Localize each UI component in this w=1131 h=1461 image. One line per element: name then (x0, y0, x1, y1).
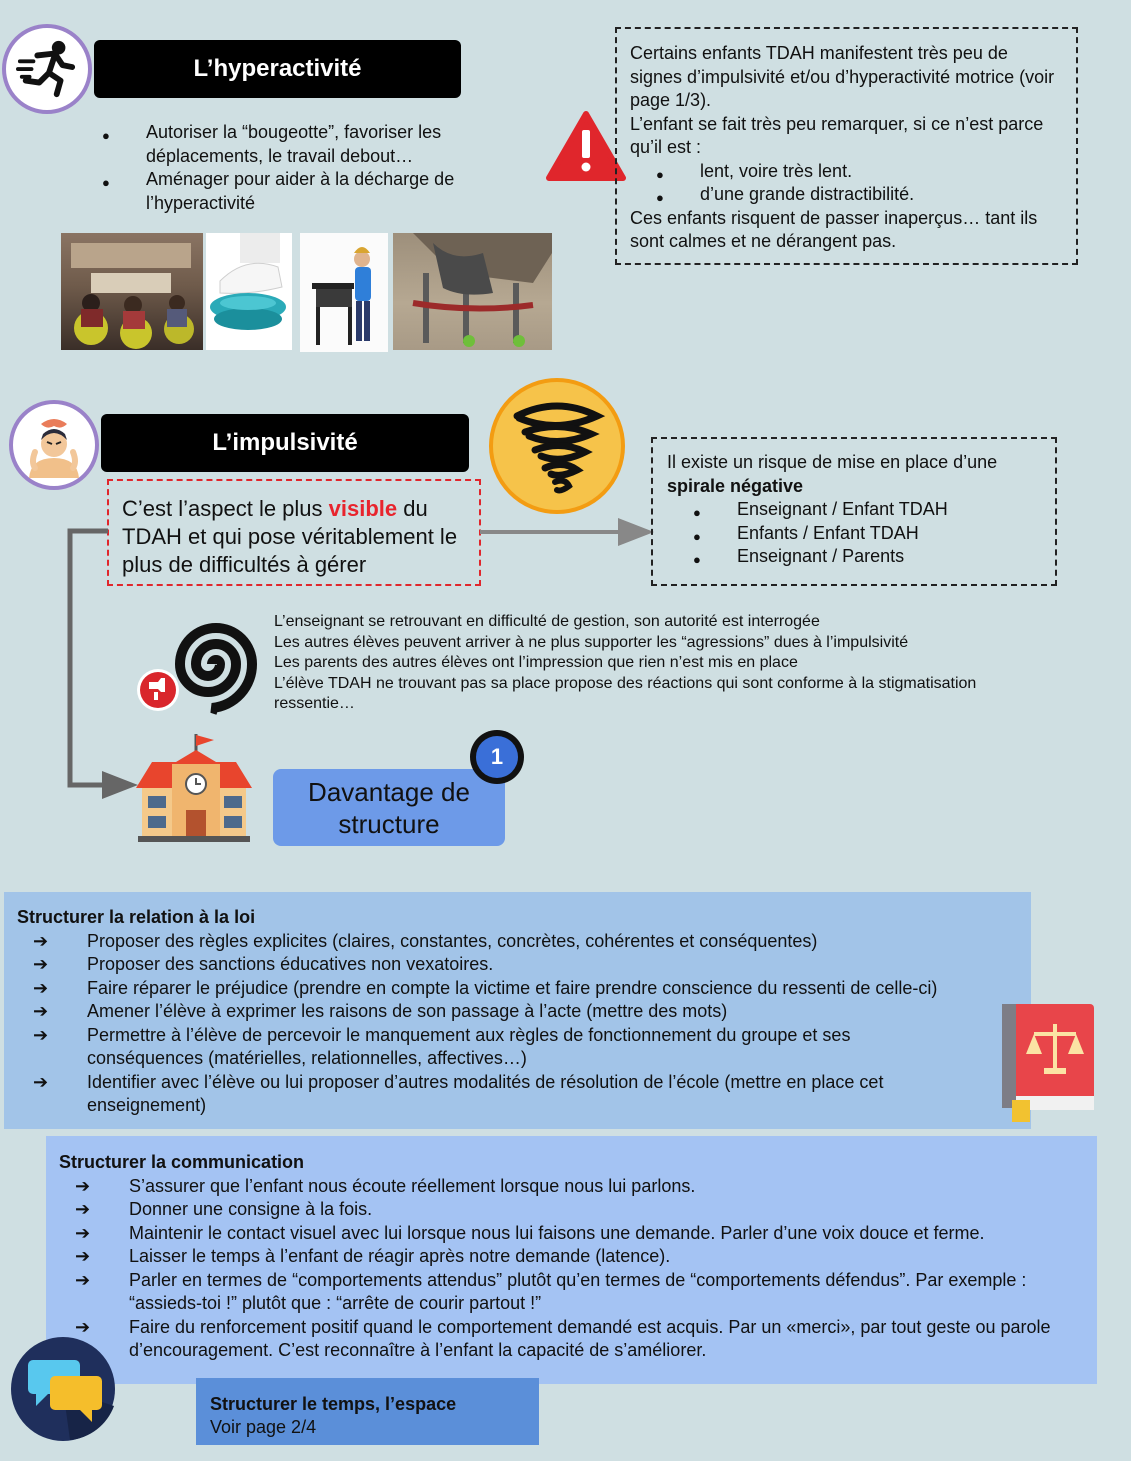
temps-title: Structurer le temps, l’espace (210, 1394, 457, 1414)
consequence-line: Les parents des autres élèves ont l’impression que rien n’est mis en place (274, 654, 798, 671)
number-badge (470, 730, 524, 784)
list-item: ➔ S’assurer que l’enfant nous écoute réellement lorsque nous lui parlons. (59, 1175, 1083, 1199)
warning-line2: L’enfant se fait très peu remarquer, si ce n’est parce qu’il est : (630, 113, 1044, 157)
consequence-line: L’enseignant se retrouvant en difficulté de gestion, son autorité est interrogée (274, 613, 820, 630)
running-person-icon (2, 24, 92, 114)
spiral-icon (132, 610, 264, 718)
list-item: ➔ Permettre à l’élève de percevoir le manquement aux règles de fonctionnement du groupe et ses conséquences (matérielles, relationnelles, affectives…) (17, 1024, 1017, 1071)
arrow-to-school (66, 527, 140, 805)
list-item: ● d’une grande distractibilité. (656, 183, 1064, 207)
list-item: ● Enseignant / Parents (693, 545, 1043, 569)
impulsivity-text-post: du TDAH et qui pose véritablement le plus de difficultés à gérer (122, 496, 458, 577)
school-icon (134, 732, 254, 842)
impulsivity-text-pre: C’est l’aspect le plus (122, 496, 329, 521)
law-book-icon (998, 1000, 1098, 1126)
loi-title: Structurer la relation à la loi (17, 907, 256, 927)
spiral-box (651, 437, 1057, 586)
warning-outro: Ces enfants risquent de passer inaperçus… tant ils sont calmes et ne dérangent pas. (630, 207, 1038, 251)
hyperactivity-list (102, 121, 492, 215)
list-item: ➔ Laisser le temps à l’enfant de réagir après notre demande (latence). (59, 1245, 1083, 1269)
impulsivity-highlight: visible (328, 496, 398, 521)
structure-label: Davantage de structure (308, 776, 470, 839)
tornado-icon (487, 376, 627, 516)
standing-desk-photo (300, 233, 388, 352)
warning-box (615, 27, 1078, 265)
list-item: ➔ Faire réparer le préjudice (prendre en compte la victime et faire prendre conscience du ressenti de celle-ci) (17, 977, 1017, 1001)
list-item: ➔ Parler en termes de “comportements attendus” plutôt qu’en termes de “comportements défendus”. Par exemple : “assieds-toi !” plutôt que : “arrête de courir partout !” (59, 1269, 1083, 1316)
angry-person-icon (9, 400, 99, 490)
warning-intro: Certains enfants TDAH manifestent très peu de signes d’impulsivité et/ou d’hyperactivité motrice (voir page 1/3). (630, 43, 1055, 110)
comm-panel (46, 1136, 1097, 1384)
list-item: ➔ Proposer des règles explicites (claires, constantes, concrètes, cohérentes et conséquentes) (17, 930, 1017, 954)
consequences-list (274, 612, 994, 715)
chair-band-photo (393, 233, 552, 350)
list-item: ● Enfants / Enfant TDAH (693, 522, 1043, 546)
consequence-line: L’élève TDAH ne trouvant pas sa place propose des réactions qui sont conforme à la stigmatisation ressentie… (274, 674, 977, 712)
spiral-bold: spirale négative (667, 475, 804, 496)
arrow-to-spiral (480, 516, 656, 548)
impulsivity-title: L’impulsivité (101, 414, 469, 472)
list-item: ➔ Maintenir le contact visuel avec lui lorsque nous lui faisons une demande. Parler d’une voix douce et ferme. (59, 1222, 1083, 1246)
list-item: ➔ Proposer des sanctions éducatives non vexatoires. (17, 953, 1017, 977)
list-item: ● Enseignant / Enfant TDAH (693, 498, 1043, 522)
list-item: ● lent, voire très lent. (656, 160, 1064, 184)
comm-title: Structurer la communication (59, 1152, 305, 1172)
impulsivity-box (107, 479, 481, 586)
spiral-intro: Il existe un risque de mise en place d’une (667, 452, 998, 472)
list-item: ➔ Amener l’élève à exprimer les raisons de son passage à l’acte (mettre des mots) (17, 1000, 1017, 1024)
chat-bubbles-icon (10, 1336, 116, 1442)
loi-panel (4, 892, 1031, 1129)
classroom-ball-chairs-photo (61, 233, 203, 350)
list-item: ➔ Faire du renforcement positif quand le comportement demandé est acquis. Par un «merci», par tout geste ou parole d’encouragement. C’est reconnaître à l’enfant la capacité de s’améliorer. (59, 1316, 1083, 1363)
warning-icon (546, 110, 626, 182)
hyperactivity-title: L’hyperactivité (94, 40, 461, 98)
structure-button[interactable] (273, 769, 505, 846)
number-badge-value: 1 (476, 736, 518, 778)
list-item: ● Aménager pour aider à la décharge de l’hyperactivité (102, 168, 492, 215)
balance-disc-photo (206, 233, 292, 350)
list-item: ➔ Identifier avec l’élève ou lui proposer d’autres modalités de résolution de l’école (mettre en place cet enseignement) (17, 1071, 1017, 1118)
list-item: ● Autoriser la “bougeotte”, favoriser les déplacements, le travail debout… (102, 121, 492, 168)
temps-box[interactable] (196, 1378, 539, 1445)
temps-sub: Voir page 2/4 (210, 1417, 317, 1437)
consequence-line: Les autres élèves peuvent arriver à ne plus supporter les “agressions” dues à l’impulsivité (274, 633, 909, 651)
list-item: ➔ Donner une consigne à la fois. (59, 1198, 1083, 1222)
